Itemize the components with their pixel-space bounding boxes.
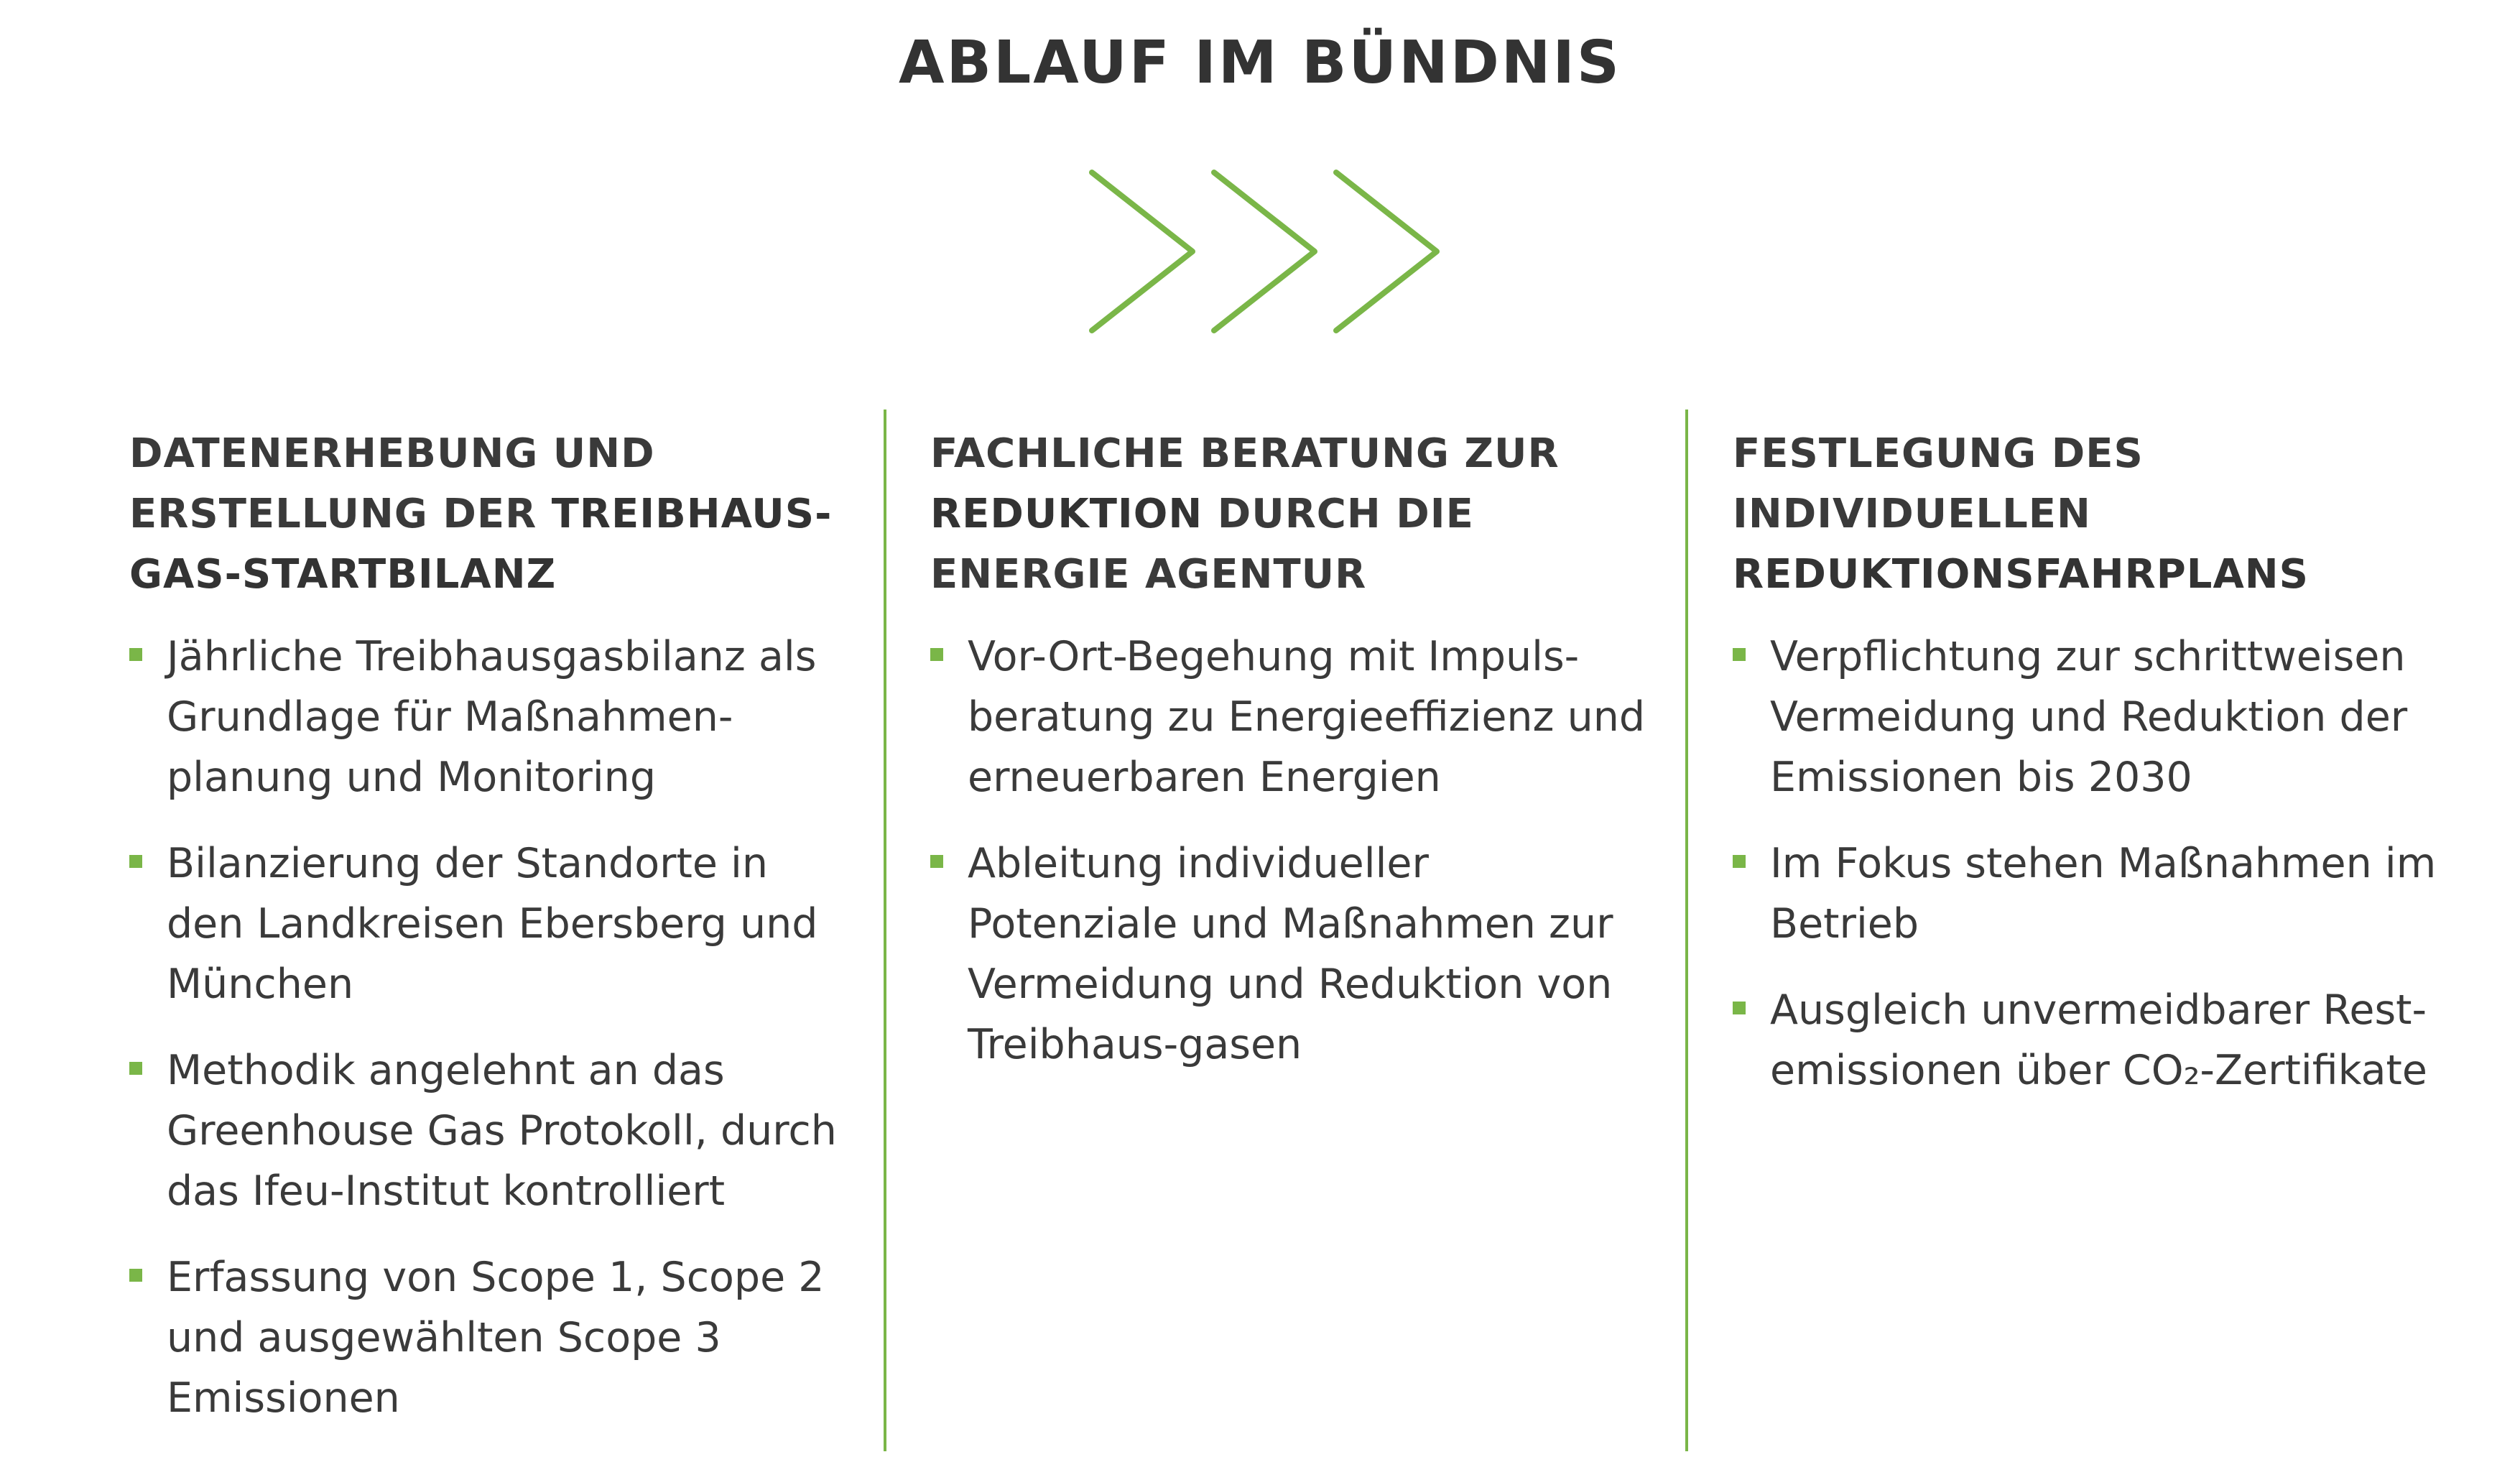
list-item [930, 626, 1649, 808]
bullet-square-icon [1733, 1002, 1746, 1014]
column-heading-bold: REDUKTIONSFAHRPLANS [1733, 551, 2309, 598]
bullet-square-icon [930, 648, 943, 661]
chevron-right-icon [1336, 172, 1437, 330]
list-item [129, 626, 840, 808]
page-title: ABLAUF IM BÜNDNIS [899, 29, 1621, 97]
bullet-square-icon [1733, 648, 1746, 661]
column-heading-bold: TREIBHAUS-GAS-STARTBILANZ [129, 491, 833, 598]
list-item [1733, 833, 2451, 954]
list-item-text: Bilanzierung der Standorte in den Landkreisen Ebersberg und München [167, 840, 818, 1008]
bullet-list [930, 626, 1649, 1075]
list-item-text: Methodik angelehnt an das Greenhouse Gas Protokoll, durch das Ifeu-Institut kontrolliert [167, 1047, 837, 1215]
column-fahrplan [1733, 424, 2451, 1127]
column-heading-bold: REDUKTION [930, 491, 1203, 537]
column-heading [1733, 424, 2451, 605]
column-heading [930, 424, 1649, 605]
list-item [930, 833, 1649, 1075]
column-heading [129, 424, 840, 605]
column-heading-text: DATENERHEBUNG UND ERSTELLUNG DER [129, 430, 655, 537]
bullet-square-icon [129, 648, 142, 661]
bullet-list [129, 626, 840, 1428]
bullet-square-icon [129, 1062, 142, 1075]
column-heading-text: FACHLICHE BERATUNG ZUR [930, 430, 1560, 477]
chevron-right-icon [1214, 172, 1315, 330]
column-beratung [930, 424, 1649, 1101]
list-item-text: Ausgleich unvermeidbarer Rest-emissionen über CO₂-Zertifikate [1770, 986, 2427, 1094]
list-item-text: Im Fokus stehen Maßnahmen im Betrieb [1770, 840, 2437, 948]
bullet-list [1733, 626, 2451, 1101]
list-item [129, 833, 840, 1014]
bullet-square-icon [129, 1269, 142, 1282]
bullet-square-icon [1733, 855, 1746, 868]
list-item-text: Verpflichtung zur schrittweisen Vermeidung und Reduktion der Emissionen bis 2030 [1770, 633, 2408, 801]
column-divider [884, 410, 886, 1451]
chevron-arrows-icon [1078, 165, 1451, 338]
list-item-text: Erfassung von Scope 1, Scope 2 und ausgewählten Scope 3 Emissionen [167, 1254, 825, 1422]
column-divider [1685, 410, 1688, 1451]
list-item [129, 1040, 840, 1221]
list-item-text: Vor-Ort-Begehung mit Impuls-beratung zu Energieeffizienz und erneuerbaren Energien [968, 633, 1646, 801]
bullet-square-icon [930, 855, 943, 868]
chevron-right-icon [1092, 172, 1192, 330]
column-heading-suffix: DURCH DIE ENERGIE AGENTUR [930, 491, 1474, 598]
column-datenerhebung [129, 424, 840, 1454]
list-item [1733, 980, 2451, 1101]
column-heading-text: FESTLEGUNG DES INDIVIDUELLEN [1733, 430, 2144, 537]
list-item-text: Ableitung individueller Potenziale und Maßnahmen zur Vermeidung und Reduktion von Treibhaus-gasen [968, 840, 1613, 1068]
list-item [129, 1247, 840, 1428]
list-item-text: Jährliche Treibhausgasbilanz als Grundlage für Maßnahmen-planung und Monitoring [167, 633, 817, 801]
bullet-square-icon [129, 855, 142, 868]
list-item [1733, 626, 2451, 808]
